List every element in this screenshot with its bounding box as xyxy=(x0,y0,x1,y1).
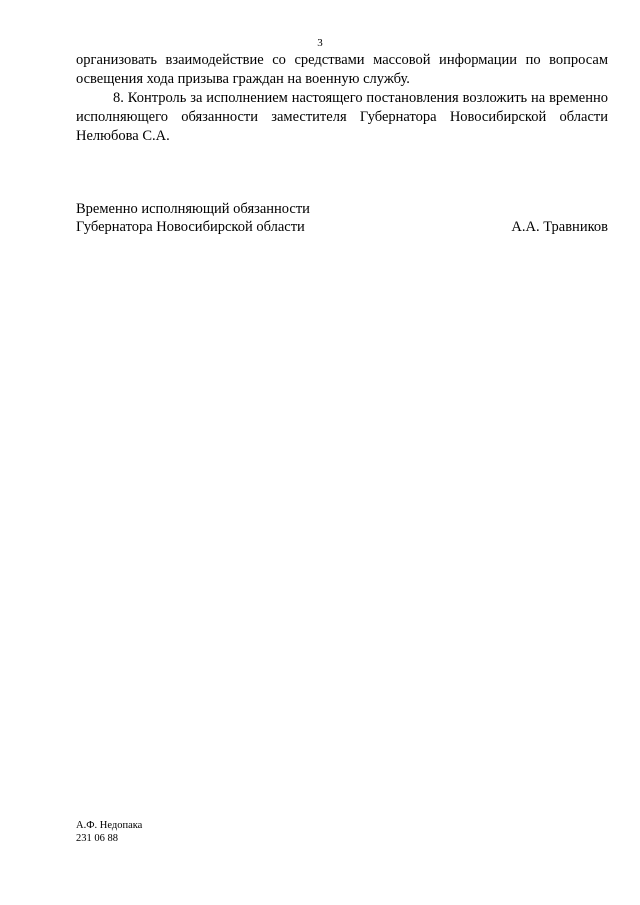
page-number: 3 xyxy=(317,37,323,49)
document-body xyxy=(76,51,608,146)
signature-block xyxy=(76,200,608,236)
signatory-title-line-1: Временно исполняющий обязанности xyxy=(76,201,310,217)
signatory-title-line-2: Губернатора Новосибирской области xyxy=(76,219,305,235)
executor-phone: 231 06 88 xyxy=(76,833,118,844)
paragraph-item-8: 8. Контроль за исполнением настоящего постановления возложить на временно исполняющего обязанности заместителя Губернатора Новосибирской области Нелюбова С.А. xyxy=(76,90,608,144)
executor-name: А.Ф. Недопака xyxy=(76,820,143,831)
executor-footer xyxy=(76,819,142,845)
signatory-name: А.А. Травников xyxy=(511,219,608,235)
signature-row xyxy=(76,218,608,236)
paragraph-continued: организовать взаимодействие со средствами массовой информации по вопросам освещения хода призыва граждан на военную службу. xyxy=(76,52,608,87)
